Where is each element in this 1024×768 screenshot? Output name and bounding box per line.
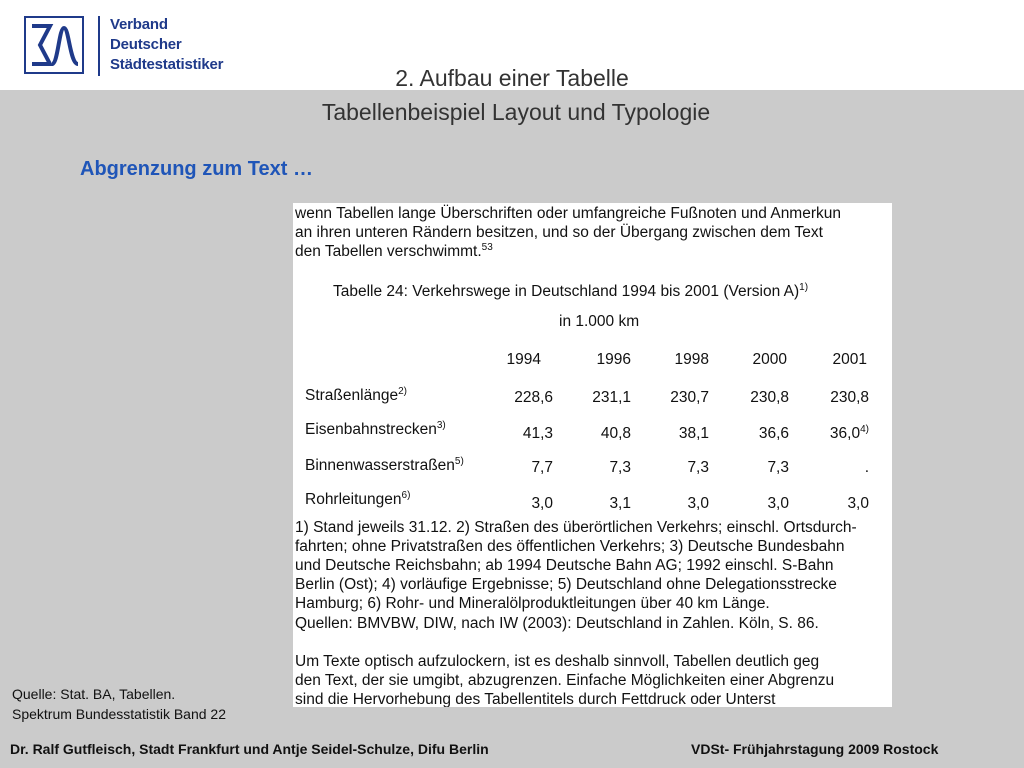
table-cell: . <box>864 459 869 476</box>
year-header: 1994 <box>506 351 541 368</box>
table-cell: 230,8 <box>830 389 869 406</box>
year-header: 2001 <box>832 351 867 368</box>
outro-line-2: den Text, der sie umgibt, abzugrenzen. Einfache Möglichkeiten einer Abgrenzu <box>295 672 835 689</box>
year-header: 1998 <box>674 351 709 368</box>
table-cell: 7,3 <box>609 459 631 476</box>
table-cell: 38,1 <box>678 425 709 442</box>
table-cell: 231,1 <box>592 389 631 406</box>
source-line-1: Quelle: Stat. BA, Tabellen. <box>12 686 176 702</box>
outro-line-1: Um Texte optisch aufzulockern, ist es deshalb sinnvoll, Tabellen deutlich geg <box>295 653 820 670</box>
row-label: Straßenlänge$^{2)}$ <box>305 385 407 404</box>
row-label: Binnenwasserstraßen$^{5)}$ <box>305 455 464 474</box>
table-cell: 3,1 <box>609 495 631 512</box>
table-cell: 230,8 <box>750 389 789 406</box>
outro-line-3: sind die Hervorhebung des Tabellentitels durch Fettdruck oder Unterst <box>295 691 776 707</box>
table-cell: 3,0 <box>531 495 553 512</box>
footnote-line: und Deutsche Reichsbahn; ab 1994 Deutsche Bahn AG; 1992 einschl. S-Bahn <box>295 557 834 574</box>
table-cell: 3,0 <box>767 495 789 512</box>
row-label: Eisenbahnstrecken$^{3)}$ <box>305 419 446 438</box>
table-cell: 7,7 <box>531 459 553 476</box>
slide-subheading: Abgrenzung zum Text … <box>80 158 313 180</box>
source-note <box>12 684 226 724</box>
source-line-2: Spektrum Bundesstatistik Band 22 <box>12 706 227 722</box>
table-cell: 230,7 <box>670 389 709 406</box>
logo-line-3: Städtestatistiker <box>110 56 224 73</box>
intro-line-2: an ihren unteren Rändern besitzen, und so der Übergang zwischen dem Text <box>295 224 823 241</box>
year-header: 2000 <box>752 351 787 368</box>
table-cell: 7,3 <box>687 459 709 476</box>
table-cell: 228,6 <box>514 389 553 406</box>
scanned-book-excerpt <box>293 203 892 707</box>
year-header: 1996 <box>596 351 631 368</box>
sources-line: Quellen: BMVBW, DIW, nach IW (2003): Deutschland in Zahlen. Köln, S. 86. <box>295 615 819 632</box>
table-unit: in 1.000 km <box>559 313 640 330</box>
table-title: Tabelle 24: Verkehrswege in Deutschland 1994 bis 2001 (Version A)$^{1)}$ <box>333 281 809 300</box>
slide-title-line2: Tabellenbeispiel Layout und Typologie <box>321 99 711 125</box>
table-title-note: 1) <box>799 281 809 293</box>
logo-line-1: Verband <box>110 16 168 33</box>
table-cell: 36,6 <box>758 425 789 442</box>
footer-authors: Dr. Ralf Gutfleisch, Stadt Frankfurt und Antje Seidel-Schulze, Difu Berlin <box>10 741 489 757</box>
table-cell: 36,0$^{4)}$ <box>829 423 869 442</box>
slide-title-line1: 2. Aufbau einer Tabelle <box>395 65 629 91</box>
footnote-line: 1) Stand jeweils 31.12. 2) Straßen des überörtlichen Verkehrs; einschl. Ortsdurch- <box>295 519 857 536</box>
table-cell: 3,0 <box>687 495 709 512</box>
table-cell: 40,8 <box>600 425 631 442</box>
intro-line-3: den Tabellen verschwimmt.$^{53}$ <box>295 241 493 260</box>
footnote-ref: 53 <box>481 241 493 253</box>
footer-event: VDSt- Frühjahrstagung 2009 Rostock <box>691 741 939 757</box>
row-label: Rohrleitungen$^{6)}$ <box>305 489 411 508</box>
table-cell: 3,0 <box>847 495 869 512</box>
logo-line-2: Deutscher <box>110 36 182 53</box>
table-cell: 7,3 <box>767 459 789 476</box>
footnote-line: fahrten; ohne Privatstraßen des öffentlichen Verkehrs; 3) Deutsche Bundesbahn <box>295 538 845 555</box>
table-cell: 41,3 <box>522 425 553 442</box>
intro-line-1: wenn Tabellen lange Überschriften oder umfangreiche Fußnoten und Anmerkun <box>295 205 841 222</box>
footnote-line: Berlin (Ost); 4) vorläufige Ergebnisse; 5) Deutschland ohne Delegationsstrecke <box>295 576 837 593</box>
footnote-line: Hamburg; 6) Rohr- und Mineralölproduktleitungen über 40 km Länge. <box>295 595 770 612</box>
